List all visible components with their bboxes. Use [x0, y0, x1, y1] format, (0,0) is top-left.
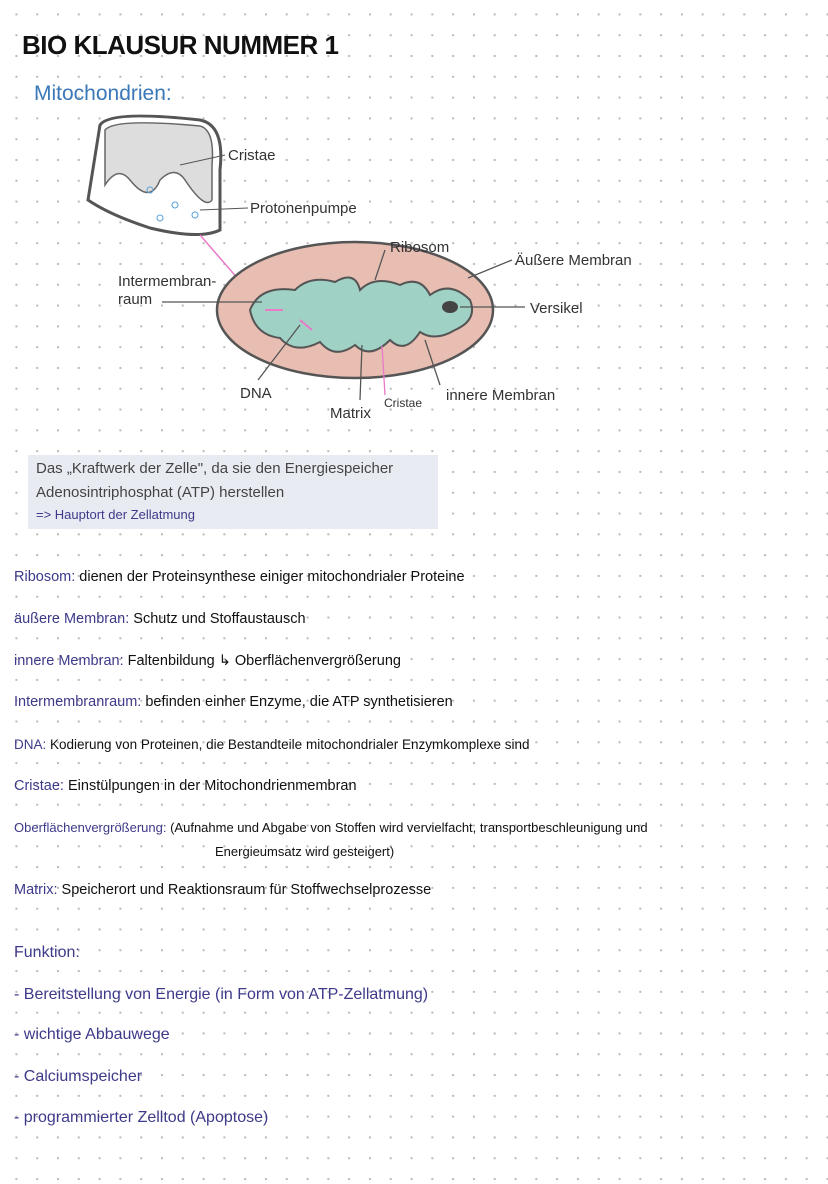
definition-intermembranraum [14, 694, 453, 710]
funktion-heading: Funktion: [14, 944, 80, 961]
term: Cristae: [14, 778, 64, 794]
note-line-2: Adenosintriphosphat (ATP) herstellen [36, 484, 285, 501]
definition-innere-membran [14, 653, 401, 669]
term: äußere Membran: [14, 611, 130, 627]
label-dna: DNA [240, 385, 272, 402]
label-matrix: Matrix [330, 405, 371, 422]
vesicle-shape [442, 301, 458, 313]
label-innere-membran: innere Membran [446, 387, 556, 404]
term: innere Membran: [14, 653, 124, 669]
definition-text: Schutz und Stoffaustausch [129, 611, 306, 627]
funktion-item: - wichtige Abbauwege [14, 1026, 170, 1043]
definition-matrix [14, 882, 431, 898]
term: DNA: [14, 737, 47, 752]
page-title: BIO KLAUSUR NUMMER 1 [22, 30, 339, 60]
term: Matrix: [14, 882, 58, 898]
note-line-1: Das „Kraftwerk der Zelle", da sie den Energiespeicher [36, 460, 394, 477]
definition-ribosom [14, 569, 465, 585]
label-ribosom: Ribosom [390, 239, 450, 256]
note-line-3: => Hauptort der Zellatmung [36, 507, 195, 522]
definition-text: (Aufnahme und Abgabe von Stoffen wird vervielfacht, transportbeschleunigung und [166, 820, 648, 835]
definition-text: befinden einher Enzyme, die ATP synthetisieren [141, 694, 453, 710]
definition-text: Faltenbildung ↳ Oberflächenvergrößerung [123, 653, 401, 669]
label-cristae-bottom: Cristae [384, 396, 423, 410]
definition-text: Einstülpungen in der Mitochondrienmembran [63, 778, 357, 794]
definition-text: dienen der Proteinsynthese einiger mitochondrialer Proteine [75, 569, 465, 585]
term: Intermembranraum: [14, 694, 142, 710]
label-intermembranraum-1: Intermembran- [118, 273, 217, 290]
funktion-item: - Bereitstellung von Energie (in Form von ATP-Zellatmung) [14, 986, 429, 1003]
definition-dna [14, 737, 530, 752]
label-intermembranraum-2: raum [118, 291, 153, 308]
definition-aeussere-membran [14, 611, 306, 627]
label-cristae-top: Cristae [228, 147, 276, 164]
definition-oberflaechenvergroesserung-cont: Energieumsatz wird gesteigert) [215, 844, 395, 859]
funktion-item: - Calciumspeicher [14, 1068, 143, 1085]
definition-text: Speicherort und Reaktionsraum für Stoffwechselprozesse [57, 882, 432, 898]
definition-cristae [14, 778, 357, 794]
mitochondrion-diagram [0, 110, 828, 440]
label-protonenpumpe: Protonenpumpe [250, 200, 357, 217]
section-heading-mitochondrien: Mitochondrien: [34, 82, 172, 105]
summary-note-box [28, 455, 438, 529]
label-aeussere-membran: Äußere Membran [515, 252, 632, 269]
definition-text: Kodierung von Proteinen, die Bestandteile mitochondrialer Enzymkomplexe sind [46, 737, 530, 752]
funktion-item: - programmierter Zelltod (Apoptose) [14, 1109, 269, 1126]
label-versikel: Versikel [530, 300, 583, 317]
term: Oberflächenvergrößerung: [14, 820, 167, 835]
definition-oberflaechenvergroesserung [14, 820, 648, 835]
term: Ribosom: [14, 569, 76, 585]
